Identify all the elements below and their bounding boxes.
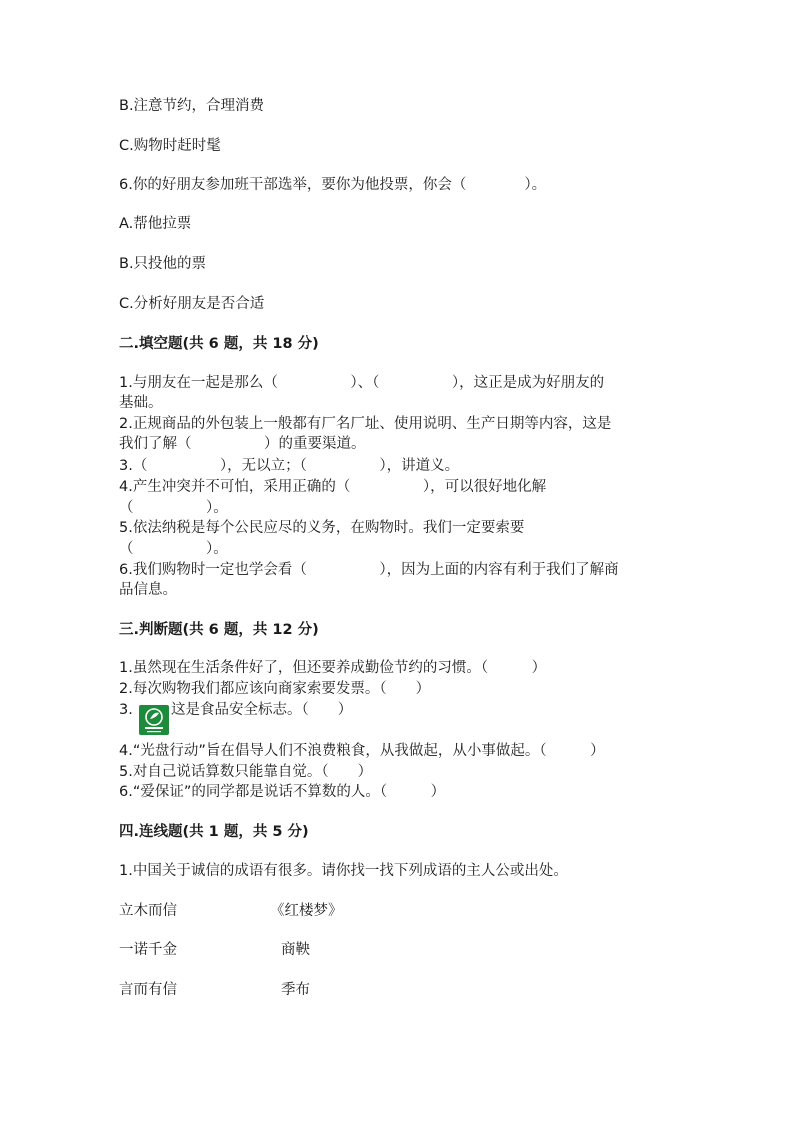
fill-q2-line1: 2.正规商品的外包装上一般都有厂名厂址、使用说明、生产日期等内容，这是 — [119, 416, 612, 432]
fill-q4-line2: （ ）。 — [119, 500, 228, 516]
judge-q2: 2.每次购物我们都应该向商家索要发票。（ ） — [119, 681, 431, 697]
option-b-save: B.注意节约，合理消费 — [119, 98, 265, 114]
judge-q6: 6.“爱保证”的同学都是说话不算数的人。（ ） — [119, 784, 446, 800]
source-right-3: 季布 — [281, 982, 310, 998]
source-right-2: 商鞅 — [281, 942, 310, 958]
fill-q1-line1: 1.与朋友在一起是那么（ ）、（ ），这正是成为好朋友的 — [119, 375, 605, 391]
option-c-analyze: C.分析好朋友是否合适 — [119, 296, 265, 312]
idiom-left-3: 言而有信 — [119, 982, 177, 998]
judge-q3-text: 这是食品安全标志。（ ） — [171, 702, 353, 718]
judge-q4: 4.“光盘行动”旨在倡导人们不浪费粮食，从我做起，从小事做起。（ ） — [119, 743, 605, 759]
match-q1: 1.中国关于诚信的成语有很多。请你找一找下列成语的主人公或出处。 — [119, 863, 568, 879]
green-food-logo-icon — [139, 705, 169, 735]
judge-q5: 5.对自己说话算数只能靠自觉。（ ） — [119, 764, 373, 780]
judge-q1: 1.虽然现在生活条件好了，但还要养成勤俭节约的习惯。（ ） — [119, 660, 547, 676]
fill-q6-line2: 品信息。 — [119, 582, 177, 598]
option-b-only-vote: B.只投他的票 — [119, 256, 207, 272]
fill-q1-line2: 基础。 — [119, 395, 163, 411]
option-c-fashion: C.购物时赶时髦 — [119, 138, 221, 154]
source-right-1: 《红楼梦》 — [270, 903, 343, 919]
section-2-heading: 二.填空题(共 6 题，共 18 分) — [119, 336, 319, 352]
option-a-canvass: A.帮他拉票 — [119, 216, 192, 232]
section-4-heading: 四.连线题(共 1 题，共 5 分) — [119, 824, 309, 840]
idiom-left-1: 立木而信 — [119, 903, 177, 919]
fill-q5-line1: 5.依法纳税是每个公民应尽的义务，在购物时。我们一定要索要 — [119, 520, 525, 536]
section-3-heading: 三.判断题(共 6 题，共 12 分) — [119, 622, 319, 638]
idiom-left-2: 一诺千金 — [119, 942, 177, 958]
fill-q2-line2: 我们了解（ ）的重要渠道。 — [119, 436, 366, 452]
fill-q4-line1: 4.产生冲突并不可怕，采用正确的（ ），可以很好地化解 — [119, 479, 547, 495]
fill-q3: 3.（ ），无以立；（ ），讲道义。 — [119, 458, 460, 474]
fill-q6-line1: 6.我们购物时一定也学会看（ ），因为上面的内容有利于我们了解商 — [119, 562, 619, 578]
judge-q3-number: 3. — [119, 702, 133, 718]
question-6-vote: 6.你的好朋友参加班干部选举，要你为他投票，你会（ ）。 — [119, 177, 547, 193]
fill-q5-line2: （ ）。 — [119, 541, 228, 557]
